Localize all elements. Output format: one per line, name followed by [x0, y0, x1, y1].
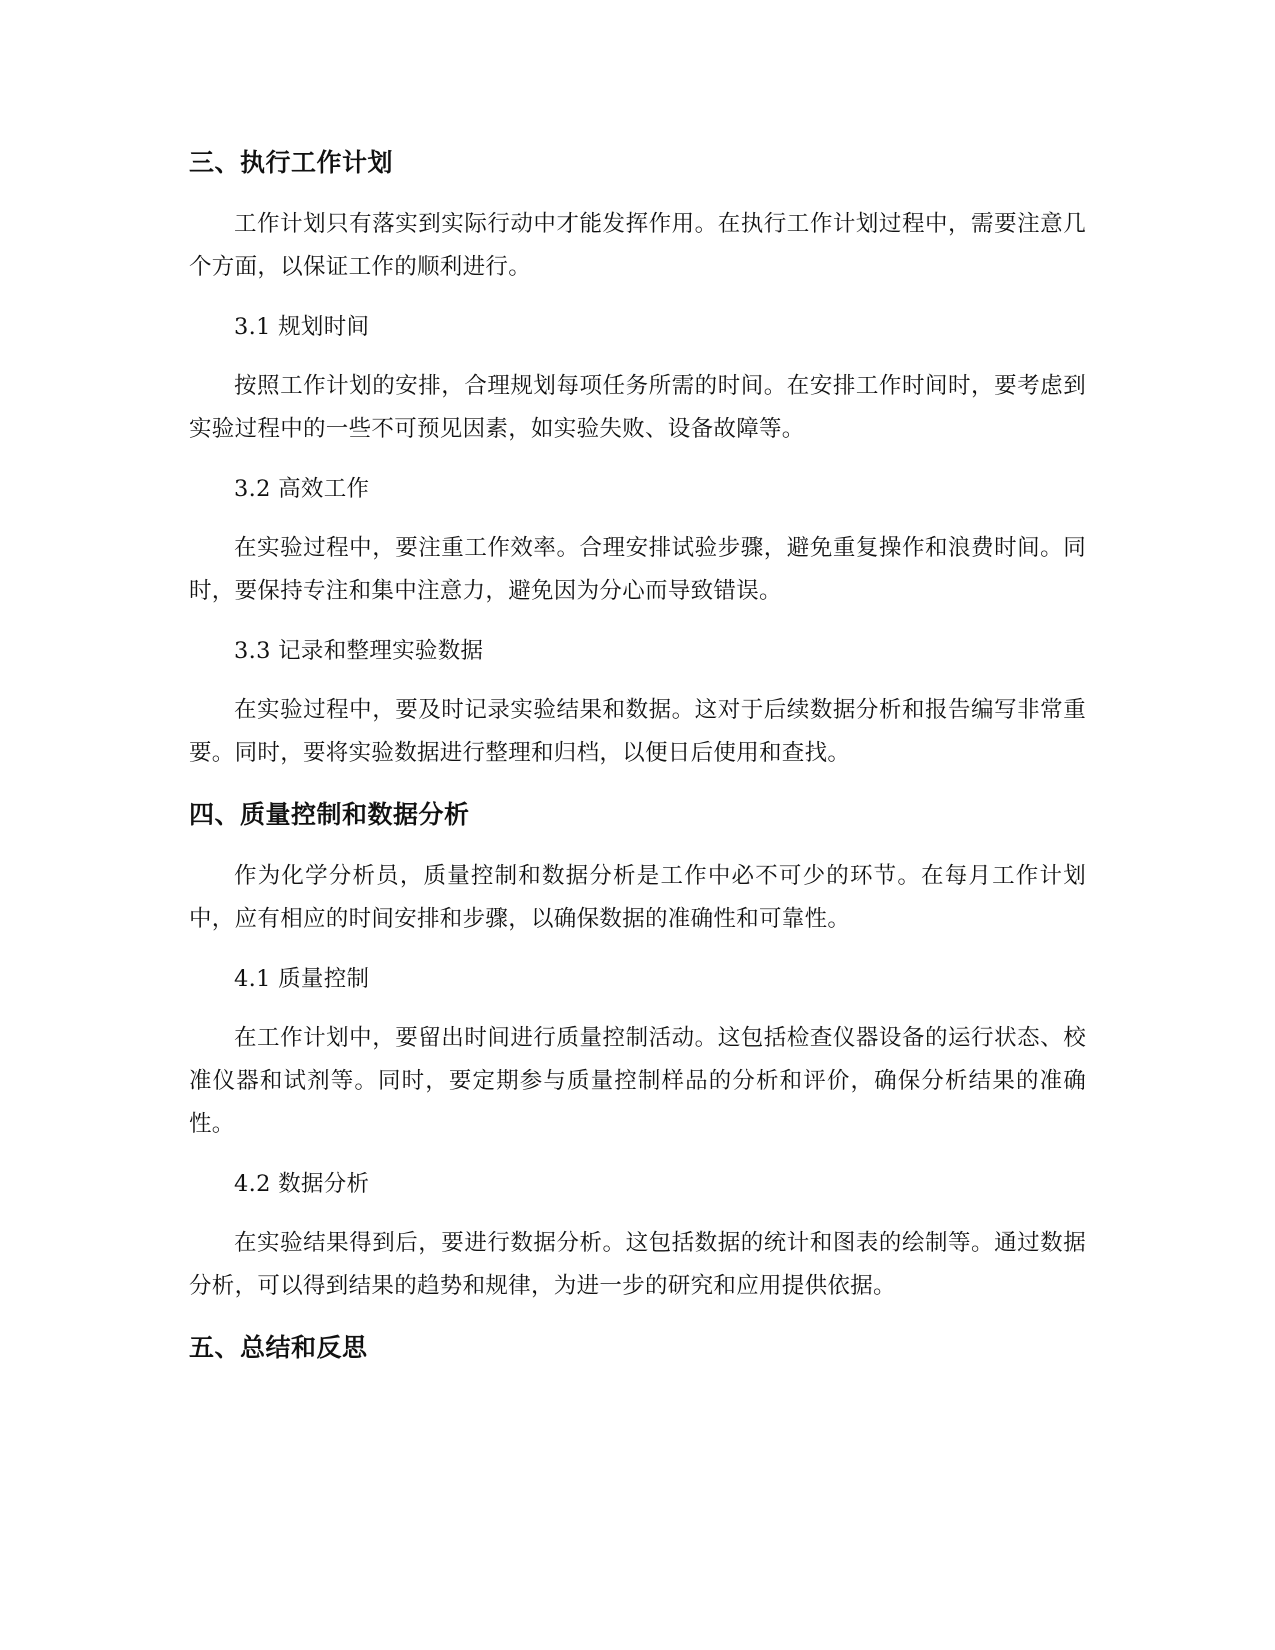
section-4-intro: 作为化学分析员，质量控制和数据分析是工作中必不可少的环节。在每月工作计划中，应有相应的时间安排和步骤，以确保数据的准确性和可靠性。 [189, 863, 1086, 932]
section-heading-4: 四、质量控制和数据分析 [189, 800, 470, 829]
subsection-title-3-3: 3.3 记录和整理实验数据 [234, 638, 484, 664]
subsection-body-3-3: 在实验过程中，要及时记录实验结果和数据。这对于后续数据分析和报告编写非常重要。同时，要将实验数据进行整理和归档，以便日后使用和查找。 [189, 697, 1086, 766]
subsection-title-3-1: 3.1 规划时间 [234, 314, 370, 340]
subsection-body-4-1: 在工作计划中，要留出时间进行质量控制活动。这包括检查仪器设备的运行状态、校准仪器和试剂等。同时，要定期参与质量控制样品的分析和评价，确保分析结果的准确性。 [189, 1025, 1086, 1137]
subsection-body-4-2: 在实验结果得到后，要进行数据分析。这包括数据的统计和图表的绘制等。通过数据分析，可以得到结果的趋势和规律，为进一步的研究和应用提供依据。 [189, 1230, 1086, 1299]
subsection-title-4-1: 4.1 质量控制 [234, 966, 370, 992]
section-3-intro: 工作计划只有落实到实际行动中才能发挥作用。在执行工作计划过程中，需要注意几个方面，以保证工作的顺利进行。 [189, 211, 1086, 280]
subsection-body-3-1: 按照工作计划的安排，合理规划每项任务所需的时间。在安排工作时间时，要考虑到实验过程中的一些不可预见因素，如实验失败、设备故障等。 [189, 373, 1086, 442]
section-heading-5: 五、总结和反思 [189, 1333, 368, 1362]
subsection-title-3-2: 3.2 高效工作 [234, 476, 370, 502]
document-body [189, 143, 1086, 1368]
subsection-body-3-2: 在实验过程中，要注重工作效率。合理安排试验步骤，避免重复操作和浪费时间。同时，要保持专注和集中注意力，避免因为分心而导致错误。 [189, 535, 1086, 604]
section-heading-3: 三、执行工作计划 [189, 148, 394, 177]
subsection-title-4-2: 4.2 数据分析 [234, 1171, 370, 1197]
